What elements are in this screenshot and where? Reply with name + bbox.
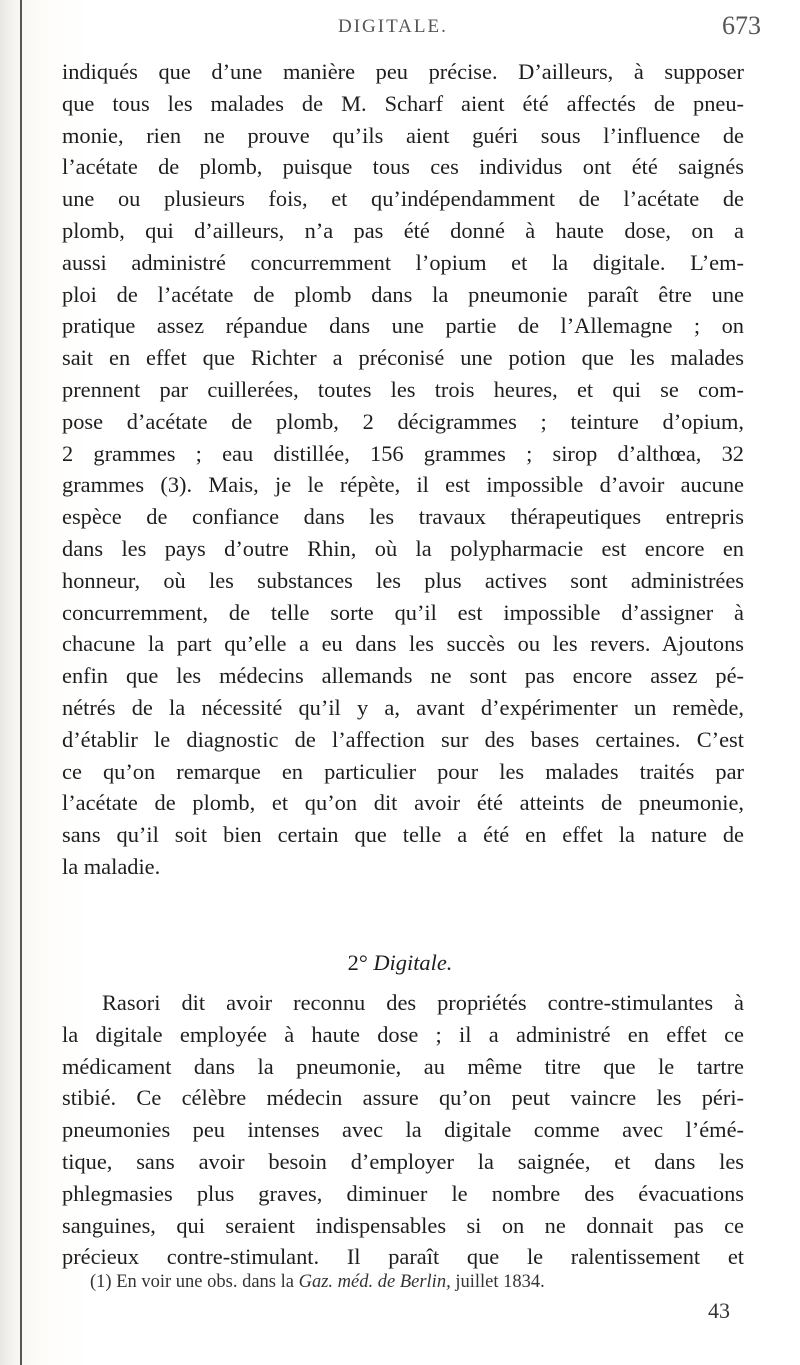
- section-heading: [0, 950, 800, 976]
- text-line: plomb, qui d’ailleurs, n’a pas été donné à haute dose, on a: [62, 217, 744, 243]
- text-line: chacune la part qu’elle a eu dans les succès ou les revers. Ajoutons: [62, 631, 744, 657]
- page-number: 673: [722, 11, 761, 40]
- text-line: pose d’acétate de plomb, 2 décigrammes ; teinture d’opium,: [62, 408, 744, 434]
- text-line: la maladie.: [62, 853, 161, 879]
- text-line: sanguines, qui seraient indispensables si on ne donnait pas ce: [62, 1212, 744, 1238]
- text-line: pneumonies peu intenses avec la digitale comme avec l’émé-: [62, 1117, 744, 1143]
- signature-mark: 43: [708, 1298, 730, 1323]
- text-line: d’établir le diagnostic de l’affection sur des bases certaines. C’est: [62, 726, 744, 752]
- footnote-text: En voir une obs. dans la: [116, 1272, 294, 1292]
- paragraph-1: [62, 56, 744, 883]
- text-line: enfin que les médecins allemands ne sont pas encore assez pé-: [62, 663, 744, 689]
- section-number: 2°: [347, 950, 368, 975]
- paragraph-2: [62, 987, 744, 1273]
- text-line: espèce de confiance dans les travaux thérapeutiques entrepris: [62, 504, 744, 530]
- text-line: aussi administré concurremment l’opium et la digitale. L’em-: [62, 249, 744, 275]
- text-line: précieux contre-stimulant. Il paraît que le ralentissement et: [62, 1244, 744, 1270]
- text-line: prennent par cuillerées, toutes les trois heures, et qui se com-: [62, 376, 744, 402]
- text-line: pratique assez répandue dans une partie de l’Allemagne ; on: [62, 313, 744, 339]
- text-line: nétrés de la nécessité qu’il y a, avant d’expérimenter un remède,: [62, 694, 744, 720]
- text-line: monie, rien ne prouve qu’ils aient guéri sous l’influence de: [62, 122, 744, 148]
- footnote-marker: (1): [90, 1272, 112, 1292]
- text-line: sait en effet que Richter a préconisé une potion que les malades: [62, 345, 744, 371]
- text-line: sans qu’il soit bien certain que telle a été en effet la nature de: [62, 822, 744, 848]
- binding-gutter: [20, 0, 22, 1365]
- text-line: une ou plusieurs fois, et qu’indépendamment de l’acétate de: [62, 186, 744, 212]
- running-title: DIGITALE.: [338, 16, 448, 37]
- text-line: phlegmasies plus graves, diminuer le nombre des évacuations: [62, 1180, 744, 1206]
- text-line: indiqués que d’une manière peu précise. D’ailleurs, à supposer: [62, 59, 744, 84]
- text-line: stibié. Ce célèbre médecin assure qu’on peut vaincre les péri-: [62, 1085, 744, 1111]
- text-line: l’acétate de plomb, et qu’on dit avoir été atteints de pneumonie,: [62, 790, 744, 816]
- footnote-date: juillet 1834.: [455, 1272, 545, 1292]
- text-line: Rasori dit avoir reconnu des propriétés contre-stimulantes à: [102, 990, 744, 1015]
- text-line: honneur, où les substances les plus actives sont administrées: [62, 567, 744, 593]
- text-line: la digitale employée à haute dose ; il a administré en effet ce: [62, 1021, 744, 1047]
- text-line: dans les pays d’outre Rhin, où la polypharmacie est encore en: [62, 535, 744, 561]
- text-line: l’acétate de plomb, puisque tous ces individus ont été saignés: [62, 154, 744, 180]
- text-line: grammes (3). Mais, je le répète, il est impossible d’avoir aucune: [62, 472, 744, 498]
- section-title: Digitale.: [373, 950, 453, 975]
- text-line: 2 grammes ; eau distillée, 156 grammes ; sirop d’althœa, 32: [62, 440, 744, 466]
- text-line: que tous les malades de M. Scharf aient été affectés de pneu-: [62, 90, 744, 116]
- text-line: tique, sans avoir besoin d’employer la saignée, et dans les: [62, 1148, 744, 1174]
- footnote-source: Gaz. méd. de Berlin,: [298, 1272, 451, 1292]
- text-line: concurremment, de telle sorte qu’il est impossible d’assigner à: [62, 599, 744, 625]
- text-line: ce qu’on remarque en particulier pour les malades traités par: [62, 758, 744, 784]
- text-line: ploi de l’acétate de plomb dans la pneumonie paraît être une: [62, 281, 744, 307]
- footnote: [90, 1272, 750, 1293]
- text-line: médicament dans la pneumonie, au même titre que le tartre: [62, 1053, 744, 1079]
